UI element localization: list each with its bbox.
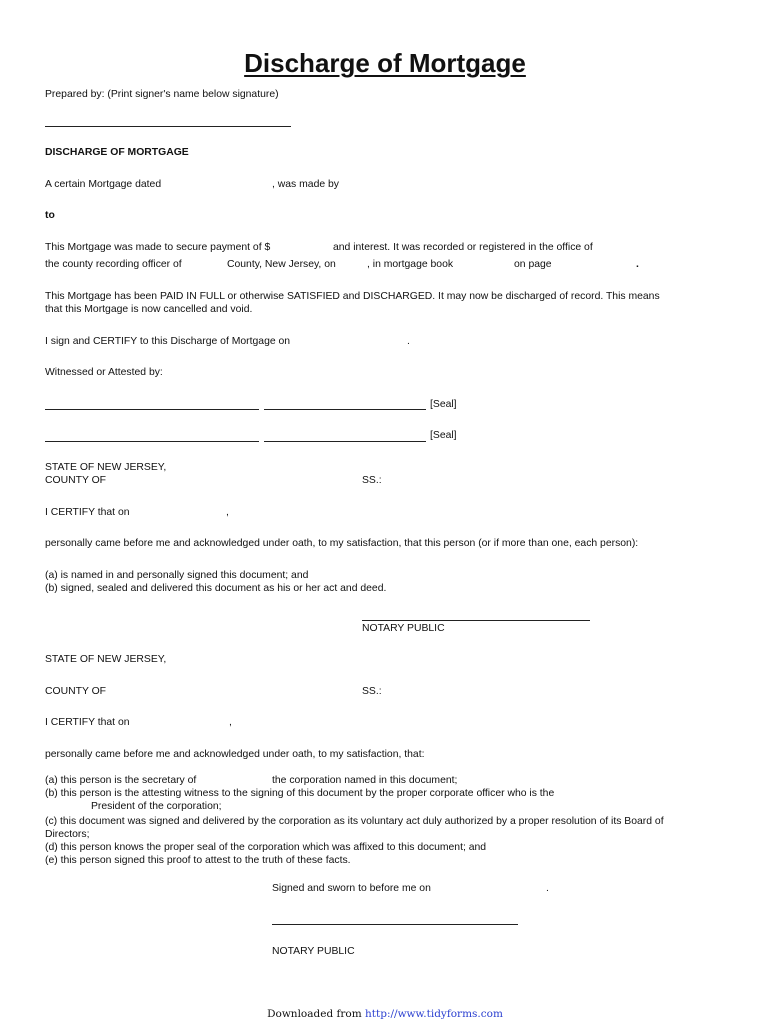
notary-signature-line-2[interactable]	[272, 924, 518, 925]
mortgage-book-label: , in mortgage book	[367, 259, 454, 270]
period-mark: .	[546, 883, 549, 894]
corp-item-b-cont: President of the corporation;	[91, 801, 222, 812]
section-heading: DISCHARGE OF MORTGAGE	[45, 147, 189, 158]
notary-public-label-1: NOTARY PUBLIC	[362, 623, 445, 634]
corp-item-c: (c) this document was signed and delivered by the corporation as its voluntary act duly authorized by a proper resolution of its Board of	[45, 816, 664, 827]
seal-label-1: [Seal]	[430, 399, 457, 410]
ss-label: SS.:	[362, 475, 382, 486]
ack-item-b: (b) signed, sealed and delivered this document as his or her act and deed.	[45, 583, 387, 594]
made-by-label: , was made by	[272, 179, 339, 190]
corp-item-a-cont: the corporation named in this document;	[272, 775, 458, 786]
period-mark: .	[407, 336, 410, 347]
prepared-by-label: Prepared by: (Print signer's name below signature)	[45, 89, 279, 100]
certify-that-label: I CERTIFY that on	[45, 507, 130, 518]
county-label: COUNTY OF	[45, 686, 106, 697]
corp-item-b: (b) this person is the attesting witness to the signing of this document by the proper corporate officer who is the	[45, 788, 555, 799]
acknowledgment-text: personally came before me and acknowledged under oath, to my satisfaction, that this person (or if more than one, each person):	[45, 538, 639, 549]
footer-text: Downloaded from	[267, 1008, 366, 1020]
footer-link[interactable]: http://www.tidyforms.com	[365, 1008, 503, 1020]
paid-statement-line2: that this Mortgage is now cancelled and void.	[45, 304, 253, 315]
county-nj-label: County, New Jersey, on	[227, 259, 336, 270]
period-mark: .	[636, 259, 639, 270]
notary-signature-line-1[interactable]	[362, 620, 590, 621]
county-label: COUNTY OF	[45, 475, 106, 486]
mortgage-dated-label: A certain Mortgage dated	[45, 179, 162, 190]
signer-signature-line-2[interactable]	[264, 441, 426, 442]
witness-signature-line-1[interactable]	[45, 409, 259, 410]
certify-that-label: I CERTIFY that on	[45, 717, 130, 728]
signer-signature-line-1[interactable]	[264, 409, 426, 410]
on-page-label: on page	[514, 259, 552, 270]
document-title: Discharge of Mortgage	[244, 48, 526, 78]
footer	[0, 1008, 770, 1020]
corp-item-c-cont: Directors;	[45, 829, 90, 840]
paid-statement-line1: This Mortgage has been PAID IN FULL or otherwise SATISFIED and DISCHARGED. It may now be discharged of record. This means	[45, 291, 660, 302]
interest-recorded-label: and interest. It was recorded or registered in the office of	[333, 242, 593, 253]
corp-item-d: (d) this person knows the proper seal of the corporation which was affixed to this document; and	[45, 842, 487, 853]
secure-payment-label: This Mortgage was made to secure payment of $	[45, 242, 271, 253]
notary-public-label-2: NOTARY PUBLIC	[272, 946, 355, 957]
county-recording-label: the county recording officer of	[45, 259, 182, 270]
corp-item-a: (a) this person is the secretary of	[45, 775, 197, 786]
comma-mark: ,	[229, 717, 232, 728]
ss-label: SS.:	[362, 686, 382, 697]
acknowledgment-text-corporate: personally came before me and acknowledged under oath, to my satisfaction, that:	[45, 749, 425, 760]
signed-sworn-label: Signed and sworn to before me on	[272, 883, 431, 894]
witnessed-label: Witnessed or Attested by:	[45, 367, 163, 378]
witness-signature-line-2[interactable]	[45, 441, 259, 442]
to-label: to	[45, 210, 55, 221]
state-label: STATE OF NEW JERSEY,	[45, 654, 167, 665]
preparer-signature-line[interactable]	[45, 126, 291, 127]
ack-item-a: (a) is named in and personally signed this document; and	[45, 570, 309, 581]
state-label: STATE OF NEW JERSEY,	[45, 462, 167, 473]
certify-discharge-label: I sign and CERTIFY to this Discharge of Mortgage on	[45, 336, 291, 347]
seal-label-2: [Seal]	[430, 430, 457, 441]
corp-item-e: (e) this person signed this proof to attest to the truth of these facts.	[45, 855, 351, 866]
comma-mark: ,	[226, 507, 229, 518]
